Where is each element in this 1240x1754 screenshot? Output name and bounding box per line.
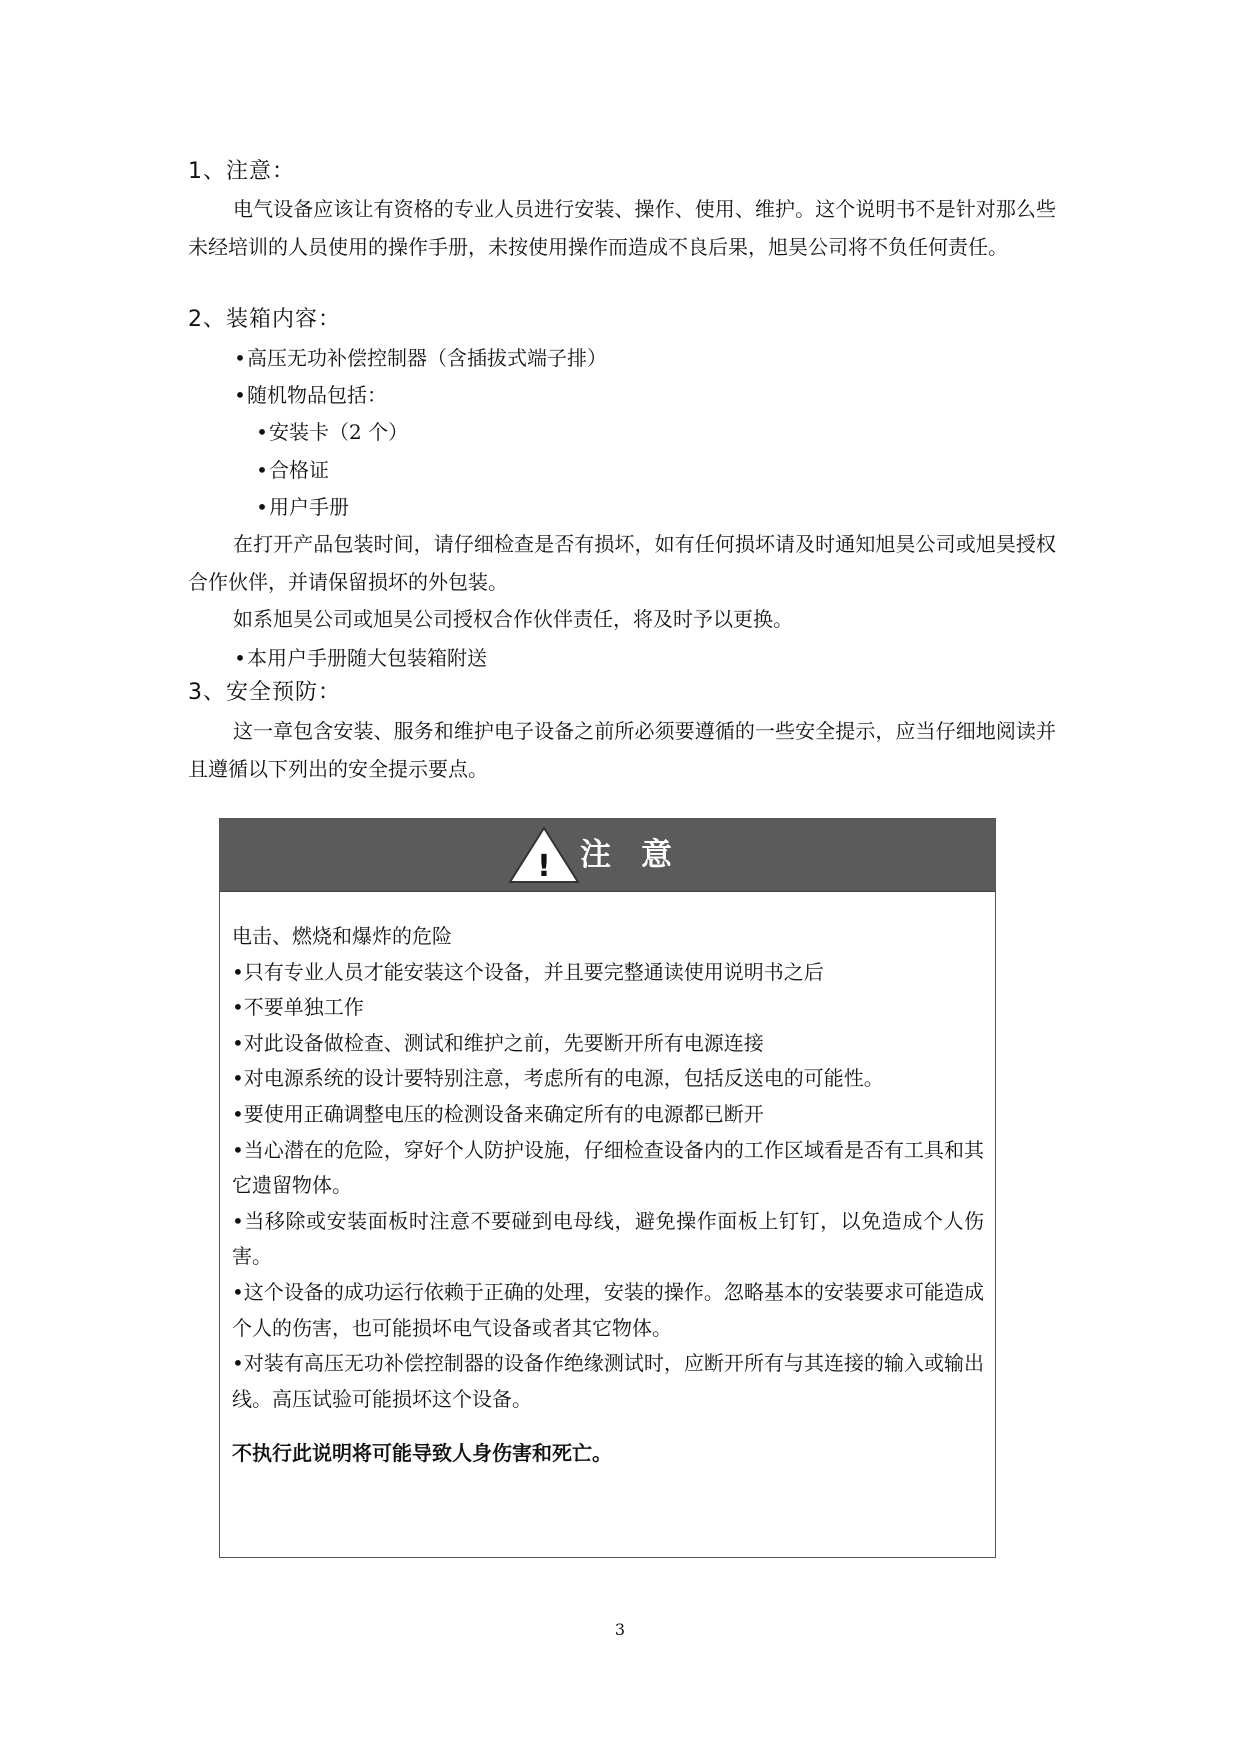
- warning-item: [232, 1097, 984, 1133]
- list-item-text: 安装卡（2 个）: [269, 420, 409, 444]
- warning-item-text: 当移除或安装面板时注意不要碰到电母线，避免操作面板上钉钉，以免造成个人伤害。: [232, 1208, 984, 1269]
- section-1-paragraph: 电气设备应该让有资格的专业人员进行安装、操作、使用、维护。这个说明书不是针对那么些未经培训的人员使用的操作手册，未按使用操作而造成不良后果，旭昊公司将不负任何责任。: [188, 197, 1056, 259]
- section-2-paragraph-1: 在打开产品包装时间，请仔细检查是否有损坏，如有任何损坏请及时通知旭昊公司或旭昊授权合作伙伴，并请保留损坏的外包装。: [188, 532, 1056, 594]
- list-item-text: 高压无功补偿控制器（含插拔式端子排）: [247, 346, 607, 370]
- bullet-icon: •: [234, 346, 246, 370]
- warning-final-statement: 不执行此说明将可能导致人身伤害和死亡。: [232, 1441, 612, 1466]
- list-item: [233, 380, 387, 410]
- warning-item: [232, 1275, 984, 1346]
- list-item-text: 用户手册: [269, 495, 349, 519]
- warning-item: [232, 990, 984, 1026]
- list-item: [255, 455, 329, 485]
- bullet-icon: •: [256, 420, 268, 444]
- warning-title: 注意: [580, 837, 702, 873]
- warning-item: [232, 1346, 984, 1417]
- warning-item-text: 对此设备做检查、测试和维护之前，先要断开所有电源连接: [243, 1030, 764, 1055]
- warning-item: [232, 1133, 984, 1204]
- bullet-icon: •: [232, 1279, 244, 1304]
- bullet-icon: •: [232, 1137, 244, 1162]
- list-item-text: 合格证: [269, 458, 329, 482]
- bullet-icon: •: [232, 1351, 244, 1376]
- bullet-icon: •: [232, 1066, 244, 1091]
- section-2-paragraph-2: 如系旭昊公司或旭昊公司授权合作伙伴责任，将及时予以更换。: [233, 607, 793, 631]
- warning-item: [232, 955, 984, 991]
- warning-item-text: 对装有高压无功补偿控制器的设备作绝缘测试时，应断开所有与其连接的输入或输出线。高压试验可能损坏这个设备。: [232, 1351, 984, 1411]
- warning-box: [219, 818, 996, 1558]
- warning-subtitle: 电击、燃烧和爆炸的危险: [232, 924, 452, 948]
- bullet-icon: •: [234, 646, 246, 670]
- bullet-icon: •: [232, 1030, 244, 1055]
- warning-glyph: !: [537, 849, 551, 884]
- section-3-heading: 3、安全预防：: [188, 680, 341, 705]
- bullet-icon: •: [256, 458, 268, 482]
- section-2-heading: 2、装箱内容：: [188, 307, 341, 332]
- section-1-heading: 1、注意：: [188, 159, 295, 184]
- list-item: [233, 343, 607, 373]
- warning-item: [232, 1204, 984, 1275]
- bullet-icon: •: [256, 495, 268, 519]
- warning-header: [220, 819, 995, 892]
- warning-item-text: 只有专业人员才能安装这个设备，并且要完整通读使用说明书之后: [243, 959, 824, 984]
- warning-item-text: 对电源系统的设计要特别注意，考虑所有的电源，包括反送电的可能性。: [243, 1066, 884, 1091]
- bullet-icon: •: [232, 959, 244, 984]
- warning-item-text: 不要单独工作: [243, 995, 364, 1020]
- warning-item: [232, 1061, 984, 1097]
- warning-triangle-icon: [507, 825, 581, 885]
- list-item: [255, 417, 408, 447]
- page-number: 3: [614, 1620, 626, 1639]
- bullet-icon: •: [234, 383, 246, 407]
- warning-item-text: 当心潜在的危险，穿好个人防护设施，仔细检查设备内的工作区域看是否有工具和其它遗留物体。: [232, 1137, 984, 1198]
- warning-item-text: 这个设备的成功运行依赖于正确的处理，安装的操作。忽略基本的安装要求可能造成个人的伤害，也可能损坏电气设备或者其它物体。: [232, 1279, 984, 1340]
- section-3-paragraph: 这一章包含安装、服务和维护电子设备之前所必须要遵循的一些安全提示，应当仔细地阅读并且遵循以下列出的安全提示要点。: [188, 719, 1056, 781]
- bullet-icon: •: [232, 995, 244, 1020]
- warning-item-text: 要使用正确调整电压的检测设备来确定所有的电源都已断开: [243, 1101, 764, 1126]
- list-item-text: 随机物品包括：: [247, 383, 387, 407]
- list-item-text: 本用户手册随大包装箱附送: [247, 646, 487, 670]
- list-item: [255, 492, 349, 522]
- warning-item: [232, 1026, 984, 1062]
- bullet-icon: •: [232, 1101, 244, 1126]
- bullet-icon: •: [232, 1208, 244, 1233]
- list-item: [233, 643, 487, 673]
- warning-body: [232, 919, 984, 1471]
